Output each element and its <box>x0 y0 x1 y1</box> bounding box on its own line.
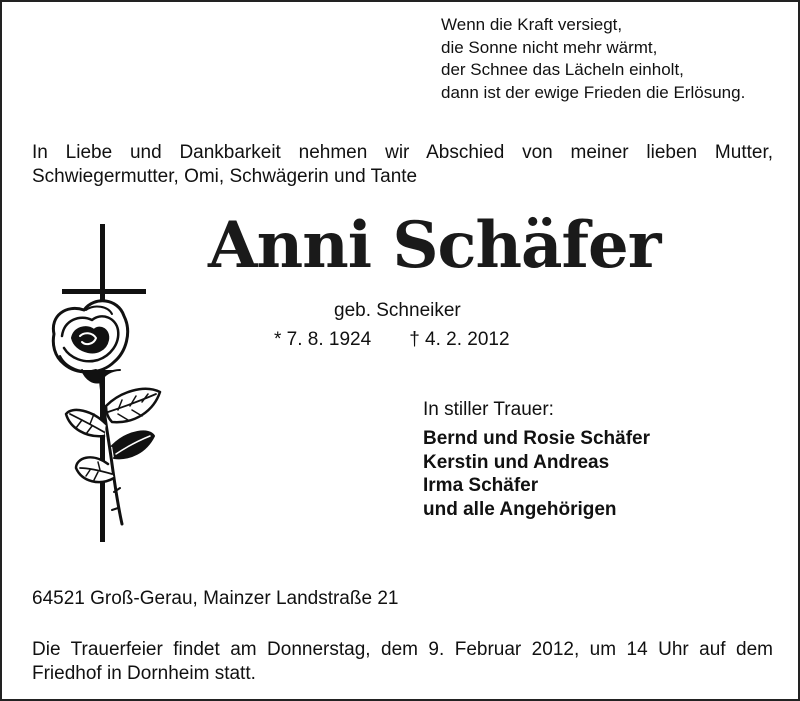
mourner-entry: Kerstin und Andreas <box>423 451 610 473</box>
poem-line: dann ist der ewige Frieden die Erlösung. <box>441 82 746 102</box>
maiden-name: geb. Schneiker <box>334 300 461 321</box>
mourner-entry: Bernd und Rosie Schäfer <box>423 428 650 449</box>
address: 64521 Groß-Gerau, Mainzer Landstraße 21 <box>32 588 399 609</box>
mourners-list <box>423 427 650 521</box>
mourner-entry: Irma Schäfer <box>423 475 539 496</box>
death-date: † 4. 2. 2012 <box>409 329 510 350</box>
life-dates <box>274 328 510 352</box>
birth-date: * 7. 8. 1924 <box>274 329 372 350</box>
deceased-name: Anni Schäfer <box>208 208 661 283</box>
cross-icon <box>62 224 146 542</box>
cross-with-rose <box>42 224 167 544</box>
poem-line: die Sonne nicht mehr wärmt, <box>441 37 658 57</box>
mourning-label: In stiller Trauer: <box>423 399 554 420</box>
poem <box>441 14 745 104</box>
funeral-service-info: Die Trauerfeier findet am Donnerstag, dem 9. Februar 2012, um 14 Uhr auf dem Friedhof in Dornheim statt. <box>32 639 773 684</box>
poem-line: der Schnee das Lächeln einholt, <box>441 60 684 79</box>
rose-icon <box>53 301 160 524</box>
mourner-entry: und alle Angehörigen <box>423 498 617 520</box>
poem-line: Wenn die Kraft versiegt, <box>441 15 623 34</box>
intro-text: In Liebe und Dankbarkeit nehmen wir Abschied von meiner lieben Mutter, Schwiegermutter, Omi, Schwägerin und Tante <box>32 142 773 187</box>
